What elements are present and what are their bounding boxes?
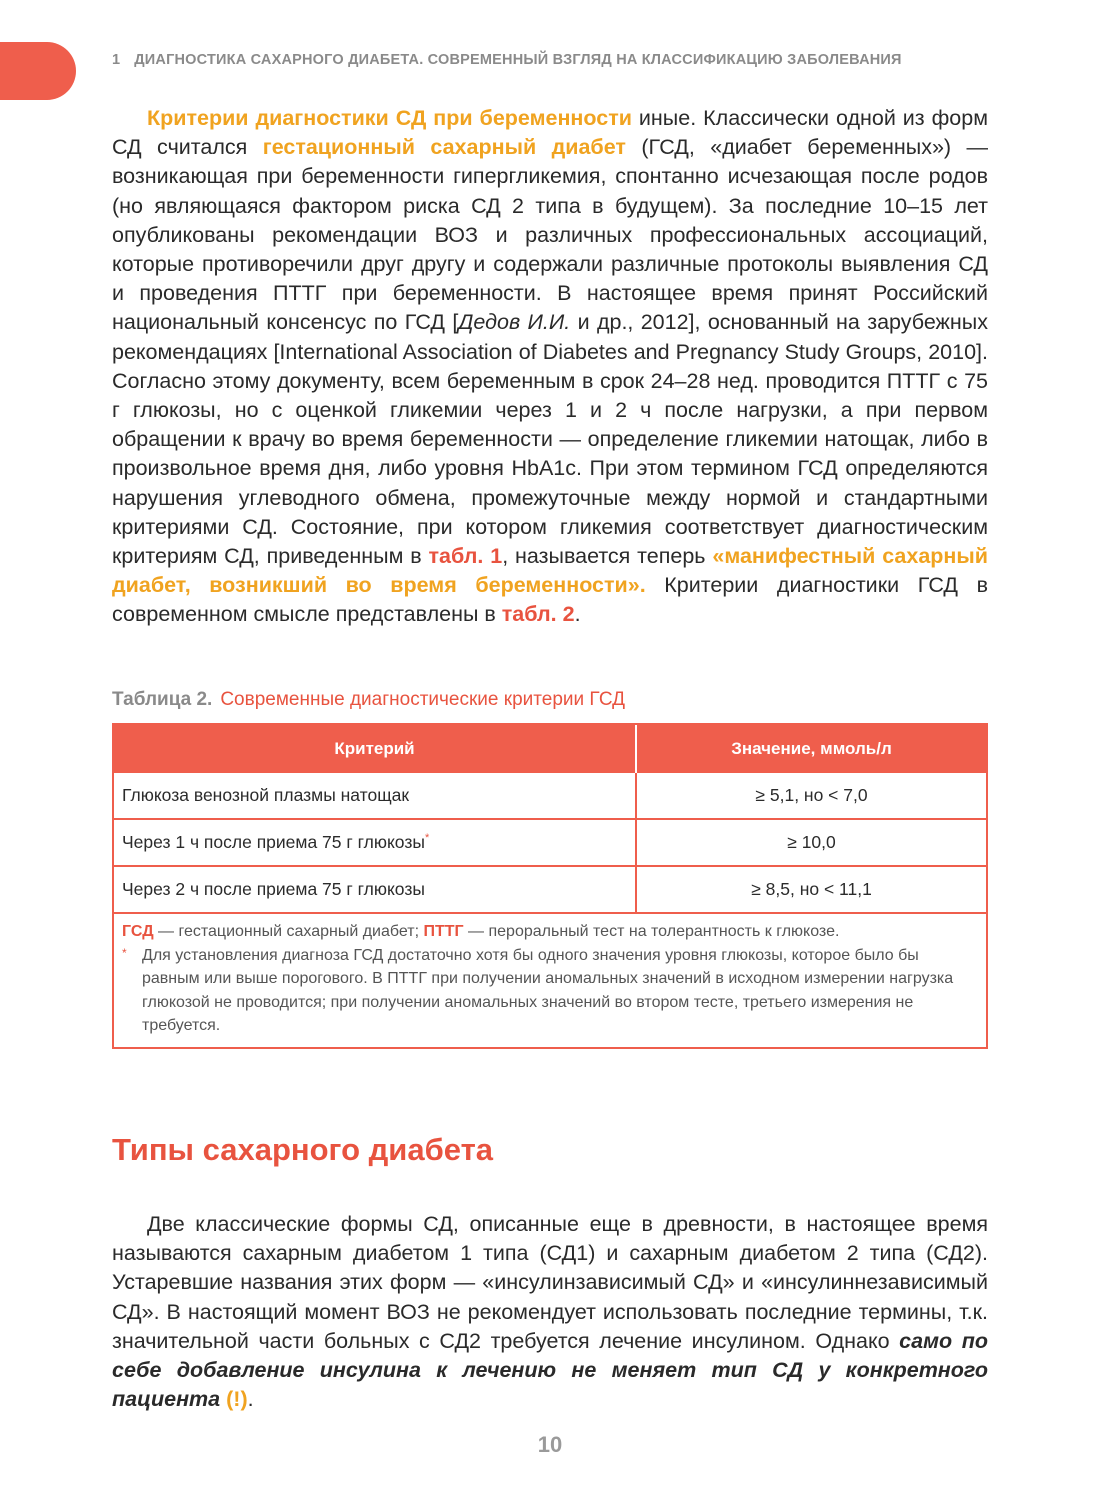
section-heading: Типы сахарного диабета <box>112 1132 493 1167</box>
text-run: Две классические формы СД, описанные еще в древности, в настоящее время называются сахарным диабетом 1 типа (СД1) и сахарным диабетом 2 типа (СД2). Устаревшие названия этих форм — «инсулинзависимый СД» и «инсулиннезависимый СД». В настоящий момент ВОЗ не рекомендует использовать последние термины, т.к. значительной части больных с СД2 требуется лечение инсулином. Однако <box>112 1212 988 1353</box>
text-run: . <box>574 602 581 627</box>
abbreviation: ГСД <box>122 923 154 940</box>
abbreviations-line <box>122 920 978 944</box>
abbreviation: ПТТГ <box>423 923 464 940</box>
chapter-tab-marker <box>0 42 76 100</box>
table-reference-link[interactable]: табл. 2 <box>501 602 575 627</box>
text-run: Критерии диагностики ГСД в современном смысле представлены в <box>112 573 988 627</box>
table-row <box>114 866 986 913</box>
footnote-mark: * <box>424 832 430 845</box>
criterion-text: Глюкоза венозной плазмы натощак <box>122 785 409 805</box>
abbreviation-definition: — гестационный сахарный диабет; <box>153 923 424 940</box>
table-caption <box>112 689 625 711</box>
highlight-term: «манифестный сахарный диабет, возникший во время беременности». <box>112 544 988 598</box>
footnote-star: * <box>122 945 127 960</box>
table-header-row <box>114 725 986 773</box>
value-cell: ≥ 5,1, но < 7,0 <box>636 773 986 819</box>
emphasis-text: само по себе добавление инсулина к лечению не меняет тип СД у конкретного пациента <box>112 1328 988 1412</box>
table-notes <box>114 914 986 1038</box>
footnote-text: Для установления диагноза ГСД достаточно хотя бы одного значения уровня глюкозы, которое было бы равным или выше порогового. В ПТТГ при получении аномальных значений в исходном измерении нагрузка глюкозой не проводится; при получении аномальных значений во втором тесте, третьего измерения не требуется. <box>142 946 954 1034</box>
page-number: 10 <box>537 1432 563 1457</box>
table-title: Современные диагностические критерии ГСД <box>220 689 625 710</box>
text-run: . <box>247 1387 254 1412</box>
important-mark: (!) <box>226 1387 248 1412</box>
criterion-text: Через 1 ч после приема 75 г глюкозы <box>122 832 425 852</box>
text-run: (ГСД, «диабет беременных») — возникающая при беременности гипергликемия, спонтанно исчезающая после родов (но являющаяся фактором риска СД 2 типа в будущем). За последние 10–15 лет опубликованы рекомендации ВОЗ и различных профессиональных ассоциаций, которые противоречили друг другу и содержали различные протоколы выявления СД и проведения ПТТГ при беременности. В настоящее время принят Российский национальный консенсус по ГСД [ <box>112 135 989 335</box>
criterion-text: Через 2 ч после приема 75 г глюкозы <box>122 879 425 899</box>
text-run: иные. Классически одной из форм СД считался <box>112 106 988 160</box>
table-row <box>114 773 986 819</box>
abbreviation-definition: — пероральный тест на толерантность к глюкозе. <box>463 923 840 940</box>
paragraph-diabetes-types <box>112 1210 988 1414</box>
criterion-cell <box>114 819 636 866</box>
chapter-title: ДИАГНОСТИКА САХАРНОГО ДИАБЕТА. СОВРЕМЕННЫЙ ВЗГЛЯД НА КЛАССИФИКАЦИЮ ЗАБОЛЕВАНИЯ <box>134 52 902 68</box>
column-header-criterion: Критерий <box>114 725 636 773</box>
table-label: Таблица 2. <box>112 689 213 710</box>
highlight-term: Критерии диагностики СД при беременности <box>147 106 632 130</box>
citation-author: Дедов И.И. <box>458 310 571 335</box>
criteria-table <box>112 723 988 1049</box>
column-header-value: Значение, ммоль/л <box>636 725 986 773</box>
value-cell: ≥ 8,5, но < 11,1 <box>636 866 986 913</box>
table-reference-link[interactable]: табл. 1 <box>428 544 503 569</box>
table-row <box>114 819 986 866</box>
paragraph-gestational-diabetes <box>112 104 988 630</box>
text-run: , называется теперь <box>502 544 713 569</box>
value-cell: ≥ 10,0 <box>636 819 986 866</box>
highlight-term: гестационный сахарный диабет <box>262 135 626 160</box>
chapter-number: 1 <box>112 52 121 68</box>
criterion-cell <box>114 773 636 819</box>
footnote <box>122 944 978 1038</box>
criterion-cell <box>114 866 636 913</box>
running-header <box>112 52 992 68</box>
text-run: и др., 2012], основанный на зарубежных рекомендациях [International Association of Diabetes and Pregnancy Study Groups, 2010]. Согласно этому документу, всем беременным в срок 24–28 нед. проводится ПТТГ с 75 г глюкозы, но с оценкой гликемии через 1 и 2 ч после нагрузки, а при первом обращении к врачу во время беременности — определение гликемии натощак, либо в произвольное время дня, либо уровня HbA1c. При этом термином ГСД определяются нарушения углеводного обмена, промежуточные между нормой и стандартными критериями СД. Состояние, при котором гликемия соответствует диагностическим критериям СД, приведенным в <box>112 310 988 569</box>
